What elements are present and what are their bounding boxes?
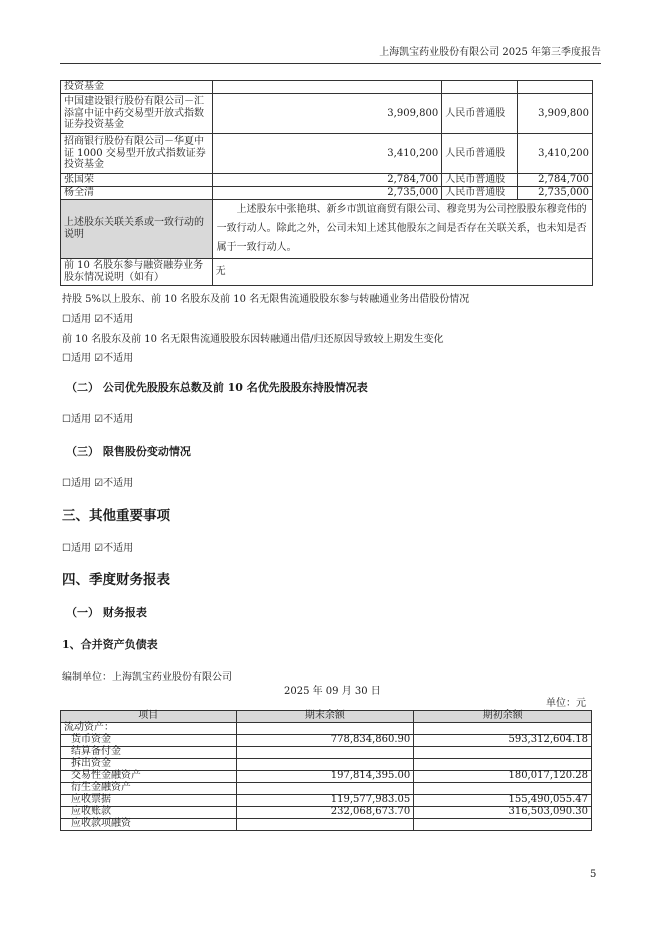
relation-label: 上述股东关联关系或一致行动的说明 [61,199,213,258]
begin-balance: 155,490,055.47 [414,795,592,807]
report-date: 2025 年 09 月 30 日 [284,686,381,697]
end-balance [236,723,414,735]
end-balance [236,747,414,759]
share-count: 3,909,800 [518,94,593,134]
table-row [61,747,592,759]
balance-sheet-heading: 1、合并资产负债表 [62,638,158,651]
end-balance [236,783,414,795]
share-type: 人民币普通股 [442,174,518,187]
other-option: ☐适用 ☑不适用 [62,543,134,554]
item-name: 应收账款 [61,807,237,819]
table-row [61,134,593,174]
compiler: 编制单位：上海凯宝药业股份有限公司 [62,672,232,683]
other-heading: 三、其他重要事项 [62,508,170,524]
table-row [61,723,592,735]
financial-subheading: （一） 财务报表 [66,606,147,619]
table-row [61,199,593,258]
share-type: 人民币普通股 [442,134,518,174]
margin-text: 无 [212,258,592,285]
begin-balance: 593,312,604.18 [414,735,592,747]
table-row [61,783,592,795]
table-row [61,187,593,200]
table-row [61,795,592,807]
table-row [61,759,592,771]
end-balance [236,759,414,771]
holder-name: 张国荣 [61,174,213,187]
lending-option: ☐适用 ☑不适用 [62,314,134,325]
share-type: 人民币普通股 [442,187,518,200]
begin-balance [414,723,592,735]
balance-sheet-table [60,710,592,831]
end-balance: 197,814,395.00 [236,771,414,783]
financial-heading: 四、季度财务报表 [62,572,170,588]
preferred-heading: （二） 公司优先股股东总数及前 10 名优先股股东持股情况表 [66,381,368,394]
shareholders-table [60,80,593,286]
begin-balance: 180,017,120.28 [414,771,592,783]
table-row [61,735,592,747]
lending-title: 持股 5%以上股东、前 10 名股东及前 10 名无限售流通股股东参与转融通业务出借股份情况 [62,294,470,305]
item-name: 衍生金融资产 [61,783,237,795]
column-header: 期末余额 [236,711,414,723]
column-header: 期初余额 [414,711,592,723]
table-row [61,81,593,94]
change-option: ☐适用 ☑不适用 [62,353,134,364]
holder-shares: 3,909,800 [212,94,442,134]
column-header: 项目 [61,711,237,723]
restricted-heading: （三） 限售股份变动情况 [66,445,191,458]
end-balance: 232,068,673.70 [236,807,414,819]
table-row [61,807,592,819]
page-header: 上海凯宝药业股份有限公司 2025 年第三季度报告 [60,46,601,64]
item-name: 应收票据 [61,795,237,807]
item-name: 交易性金融资产 [61,771,237,783]
begin-balance [414,747,592,759]
holder-shares [212,81,442,94]
end-balance [236,819,414,831]
item-name: 货币资金 [61,735,237,747]
item-name: 应收款项融资 [61,819,237,831]
share-type [442,81,518,94]
holder-name: 中国建设银行股份有限公司－汇添富中证中药交易型开放式指数证券投资基金 [61,94,213,134]
holder-shares: 3,410,200 [212,134,442,174]
table-row [61,174,593,187]
table-row [61,258,593,285]
begin-balance [414,759,592,771]
table-row [61,819,592,831]
page-number: 5 [590,869,597,880]
unit-label: 单位：元 [546,698,586,709]
begin-balance: 316,503,090.30 [414,807,592,819]
share-count [518,81,593,94]
share-count: 2,784,700 [518,174,593,187]
end-balance: 119,577,983.05 [236,795,414,807]
share-count: 2,735,000 [518,187,593,200]
begin-balance [414,819,592,831]
table-header-row [61,711,592,723]
change-title: 前 10 名股东及前 10 名无限售流通股股东因转融通出借/归还原因导致较上期发生变化 [62,334,444,345]
end-balance: 778,834,860.90 [236,735,414,747]
holder-name: 招商银行股份有限公司－华夏中证 1000 交易型开放式指数证券投资基金 [61,134,213,174]
table-row [61,771,592,783]
holder-shares: 2,784,700 [212,174,442,187]
item-name: 拆出资金 [61,759,237,771]
item-name: 结算备付金 [61,747,237,759]
preferred-option: ☐适用 ☑不适用 [62,414,134,425]
begin-balance [414,783,592,795]
table-row [61,94,593,134]
holder-shares: 2,735,000 [212,187,442,200]
holder-name: 投资基金 [61,81,213,94]
margin-label: 前 10 名股东参与融资融券业务股东情况说明（如有） [61,258,213,285]
restricted-option: ☐适用 ☑不适用 [62,478,134,489]
relation-text: 上述股东中张艳琪、新乡市凯谊商贸有限公司、穆竞男为公司控股股东穆竞伟的一致行动人。除此之外，公司未知上述其他股东之间是否存在关联关系，也未知是否属于一致行动人。 [212,199,592,258]
holder-name: 杨全清 [61,187,213,200]
share-type: 人民币普通股 [442,94,518,134]
item-name: 流动资产： [61,723,237,735]
share-count: 3,410,200 [518,134,593,174]
